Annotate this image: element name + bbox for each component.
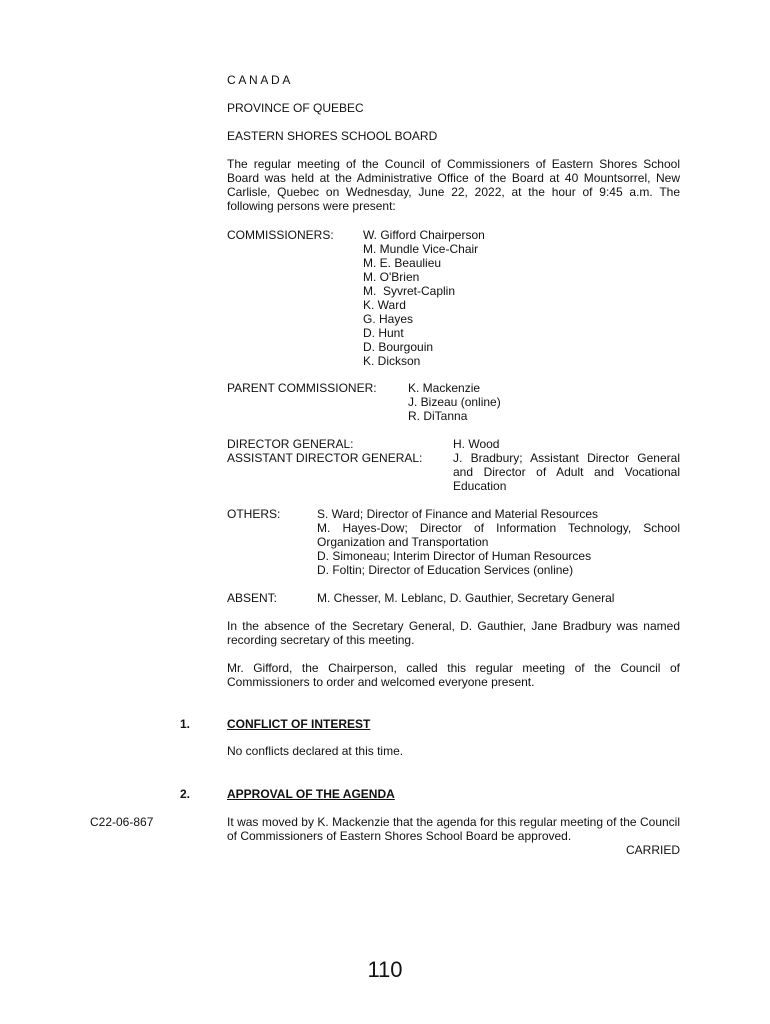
others-item: M. Hayes-Dow; Director of Information Technology, School Organization and Transportation bbox=[317, 521, 680, 549]
section-number: 1. bbox=[180, 717, 191, 731]
parent-commissioner-label: PARENT COMMISSIONER: bbox=[227, 381, 377, 395]
absent-value: M. Chesser, M. Leblanc, D. Gauthier, Secretary General bbox=[317, 591, 615, 605]
assistant-director-general-value: J. Bradbury; Assistant Director General and Director of Adult and Vocational Education bbox=[453, 451, 680, 493]
others-label: OTHERS: bbox=[227, 507, 281, 521]
commissioner-name: M. Mundle Vice-Chair bbox=[363, 242, 479, 256]
header-country: C A N A D A bbox=[227, 73, 291, 87]
commissioner-name: G. Hayes bbox=[363, 312, 414, 326]
director-general-label: DIRECTOR GENERAL: bbox=[227, 437, 354, 451]
commissioners-list bbox=[363, 228, 485, 368]
parent-commissioner-list bbox=[408, 381, 501, 423]
commissioner-name: D. Bourgouin bbox=[363, 340, 434, 354]
section-body: No conflicts declared at this time. bbox=[227, 744, 404, 758]
recording-paragraph: In the absence of the Secretary General, D. Gauthier, Jane Bradbury was named recording secretary of this meeting. bbox=[227, 619, 680, 647]
commissioner-name: W. Gifford Chairperson bbox=[363, 228, 485, 242]
assistant-director-general-label: ASSISTANT DIRECTOR GENERAL: bbox=[227, 451, 423, 465]
parent-commissioner-name: K. Mackenzie bbox=[408, 381, 481, 395]
parent-commissioner-name: R. DiTanna bbox=[408, 409, 468, 423]
commissioners-label: COMMISSIONERS: bbox=[227, 228, 334, 242]
commissioner-name: M. E. Beaulieu bbox=[363, 256, 442, 270]
commissioner-name: M. O'Brien bbox=[363, 270, 420, 284]
header-board: EASTERN SHORES SCHOOL BOARD bbox=[227, 129, 438, 143]
motion-status: CARRIED bbox=[625, 843, 680, 857]
commissioner-name: K. Dickson bbox=[363, 354, 421, 368]
page-number: 110 bbox=[367, 957, 403, 982]
opening-paragraph: Mr. Gifford, the Chairperson, called this regular meeting of the Council of Commissioners to order and welcomed everyone present. bbox=[227, 661, 680, 689]
absent-label: ABSENT: bbox=[227, 591, 278, 605]
commissioner-name: M. Syvret-Caplin bbox=[363, 284, 456, 298]
commissioner-name: K. Ward bbox=[363, 298, 406, 312]
resolution-id: C22-06-867 bbox=[90, 815, 154, 829]
header-province: PROVINCE OF QUEBEC bbox=[227, 101, 364, 115]
others-list bbox=[317, 507, 680, 577]
others-item: S. Ward; Director of Finance and Material Resources bbox=[317, 507, 598, 521]
director-general-value: H. Wood bbox=[453, 437, 500, 451]
section-body: It was moved by K. Mackenzie that the agenda for this regular meeting of the Council of Commissioners of Eastern Shores School Board be approved. bbox=[227, 815, 680, 843]
section-title: CONFLICT OF INTEREST bbox=[227, 717, 371, 731]
parent-commissioner-name: J. Bizeau (online) bbox=[408, 395, 501, 409]
section-number: 2. bbox=[180, 787, 191, 801]
others-item: D. Simoneau; Interim Director of Human Resources bbox=[317, 549, 592, 563]
intro-paragraph: The regular meeting of the Council of Commissioners of Eastern Shores School Board was held at the Administrative Office of the Board at 40 Mountsorrel, New Carlisle, Quebec on Wednesday, June 22, 2022, at the hour of 9:45 a.m. The following persons were present: bbox=[227, 157, 680, 213]
commissioner-name: D. Hunt bbox=[363, 326, 404, 340]
section-title: APPROVAL OF THE AGENDA bbox=[227, 787, 395, 801]
others-item: D. Foltin; Director of Education Services (online) bbox=[317, 563, 574, 577]
